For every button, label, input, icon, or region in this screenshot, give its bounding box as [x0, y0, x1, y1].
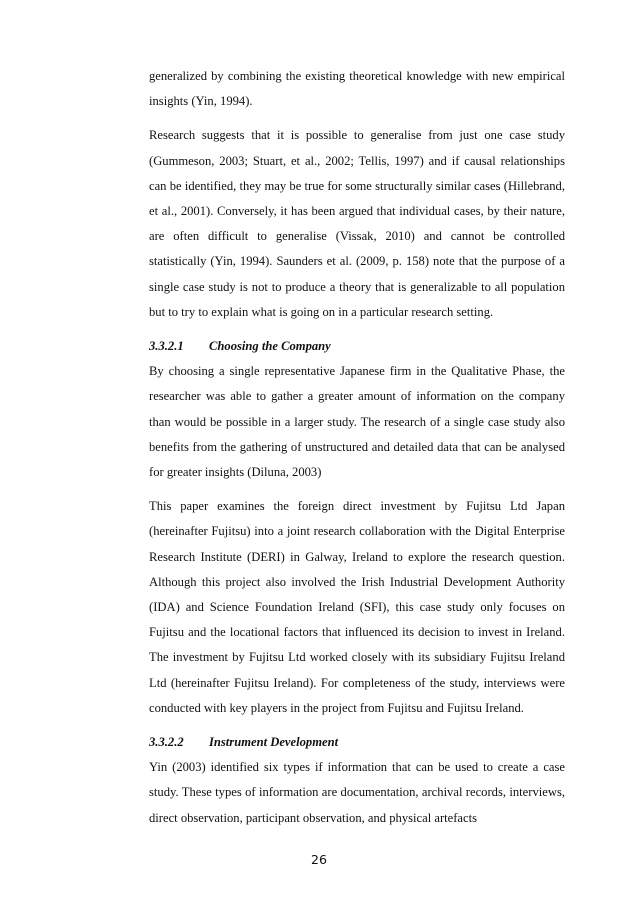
page-number: 26 [311, 852, 327, 867]
paragraph-4: This paper examines the foreign direct investment by Fujitsu Ltd Japan (hereinafter Fujitsu) into a joint research collaboration with the Digital Enterprise Research Institute (DERI) in Galway, Ireland to explore the research question. Although this project also involved the Irish Industrial Development Authority (IDA) and Science Foundation Ireland (SFI), this case study only focuses on Fujitsu and the locational factors that influenced its decision to invest in Ireland. The investment by Fujitsu Ltd worked closely with its subsidiary Fujitsu Ireland Ltd (hereinafter Fujitsu Ireland). For completeness of the study, interviews were conducted with key players in the project from Fujitsu and Fujitsu Ireland. [149, 499, 565, 715]
section-heading-instrument-development [149, 730, 565, 755]
paragraph-1: generalized by combining the existing theoretical knowledge with new empirical insights (Yin, 1994). [149, 69, 565, 109]
section-title: Instrument Development [209, 735, 339, 750]
page-body [149, 64, 565, 840]
paragraph-3: By choosing a single representative Japanese firm in the Qualitative Phase, the researcher was able to gather a greater amount of information on the company than would be possible in a larger study. The research of a single case study also benefits from the gathering of unstructured and detailed data that can be analysed for greater insights (Diluna, 2003) [149, 364, 565, 480]
section-number: 3.3.2.2 [149, 735, 184, 750]
paragraph-5: Yin (2003) identified six types if information that can be used to create a case study. These types of information are documentation, archival records, interviews, direct observation, participant observation, and physical artefacts [149, 760, 565, 825]
paragraph-2: Research suggests that it is possible to generalise from just one case study (Gummeson, 2003; Stuart, et al., 2002; Tellis, 1997) and if causal relationships can be identified, they may be true for some structurally similar cases (Hillebrand, et al., 2001). Conversely, it has been argued that individual cases, by their nature, are often difficult to generalise (Vissak, 2010) and cannot be controlled statistically (Yin, 1994). Saunders et al. (2009, p. 158) note that the purpose of a single case study is not to produce a theory that is generalizable to all population but to try to explain what is going on in a particular research setting. [149, 128, 565, 319]
section-title: Choosing the Company [209, 339, 331, 354]
section-heading-choosing-company [149, 334, 565, 359]
section-number: 3.3.2.1 [149, 339, 184, 354]
